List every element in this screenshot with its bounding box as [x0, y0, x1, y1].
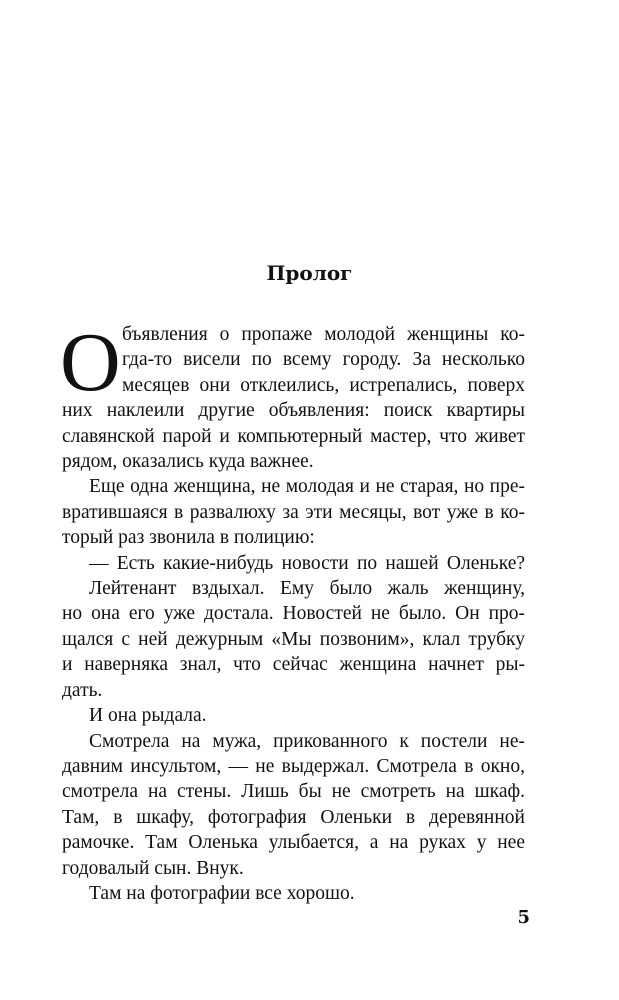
- text-line: — Есть какие-нибудь новости по нашей Оленьке?: [89, 552, 525, 574]
- text-line: гда-то висели по всему городу. За несколько: [122, 349, 525, 371]
- text-line: Лейтенант вздыхал. Ему было жаль женщину,: [89, 578, 525, 600]
- text-line: щался с ней дежурным «Мы позвоним», клал трубку: [62, 628, 525, 650]
- text-line: них наклеили другие объявления: поиск квартиры: [62, 400, 525, 422]
- text-line: давним инсультом, — не выдержал. Смотрела в окно,: [62, 755, 525, 777]
- text-line: Там на фотографии все хорошо.: [89, 882, 355, 904]
- drop-cap-letter: О: [60, 316, 121, 409]
- paragraph-1: [60, 316, 525, 474]
- text-line: месяцев они отклеились, истрепались, поверх: [122, 374, 525, 396]
- text-line: и наверняка знал, что сейчас женщина начнет ры-: [62, 654, 525, 676]
- text-line: годовалый сын. Внук.: [62, 857, 244, 879]
- text-line: дать.: [62, 679, 103, 701]
- text-line: вратившаяся в развалюху за эти месяцы, вот уже в ко-: [62, 501, 525, 523]
- body-text: [60, 316, 525, 906]
- text-line: смотрела на стены. Лишь бы не смотреть на шкаф.: [62, 781, 525, 803]
- text-line: славянской парой и компьютерный мастер, что живет: [62, 425, 525, 447]
- paragraph-6: [62, 729, 525, 881]
- paragraph-7: [62, 881, 525, 906]
- text-line: И она рыдала.: [89, 705, 207, 727]
- paragraph-2: [62, 474, 525, 550]
- text-line: Там, в шкафу, фотография Оленьки в деревянной: [62, 806, 525, 828]
- page-number: 5: [517, 907, 530, 928]
- chapter-title: Пролог: [266, 261, 353, 285]
- paragraph-3: [62, 551, 525, 576]
- paragraph-5: [62, 703, 525, 728]
- text-line: рядом, оказались куда важнее.: [62, 451, 314, 473]
- text-line: Смотрела на мужа, прикованного к постели не-: [89, 730, 525, 752]
- text-line: торый раз звонила в полицию:: [62, 527, 315, 549]
- text-line: Еще одна женщина, не молодая и не старая, но пре-: [89, 476, 525, 498]
- text-line: рамочке. Там Оленька улыбается, а на руках у нее: [62, 832, 525, 854]
- text-line: бъявления о пропаже молодой женщины ко-: [122, 324, 525, 345]
- text-line: но она его уже достала. Новостей не было. Он про-: [62, 603, 525, 625]
- paragraph-4: [62, 576, 525, 703]
